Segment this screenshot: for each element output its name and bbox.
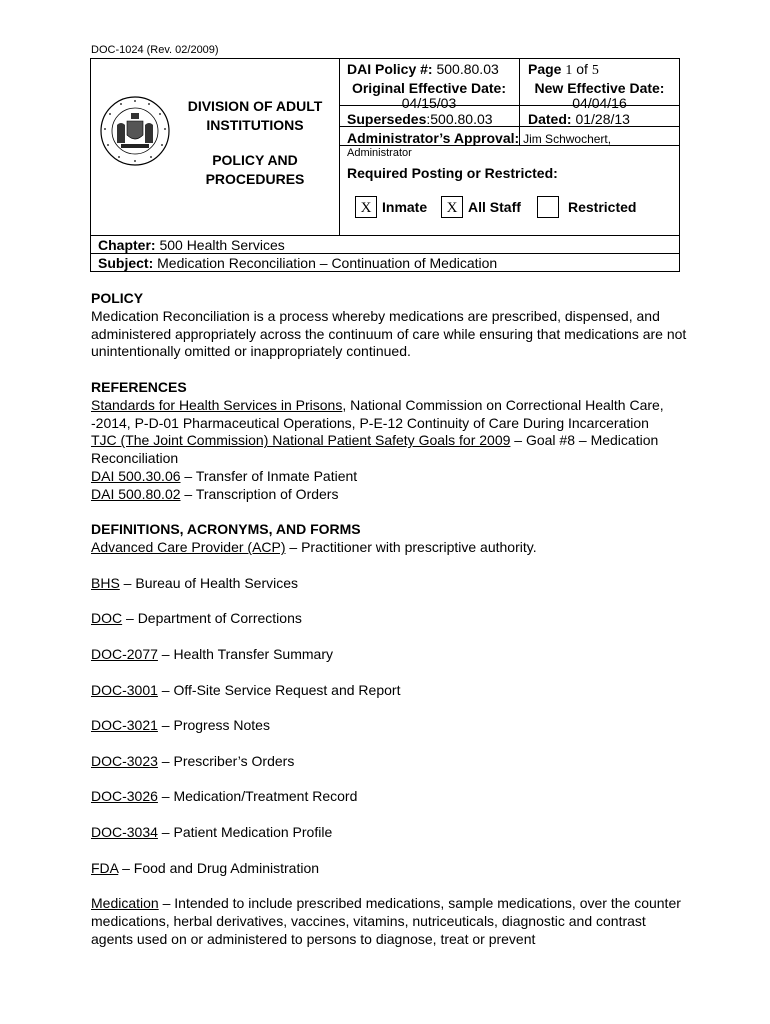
- definition-item: [91, 682, 691, 700]
- page-of: of: [576, 61, 588, 77]
- definition-term: FDA: [91, 859, 119, 876]
- dated-cell: [528, 111, 630, 128]
- reference-link[interactable]: DAI 500.80.02: [91, 485, 181, 502]
- definition-item: [91, 824, 691, 842]
- reference-item: [91, 432, 691, 468]
- restricted-checkbox[interactable]: [537, 196, 559, 218]
- approval-name: Jim Schwochert,: [523, 132, 612, 146]
- reference-item: [91, 468, 691, 486]
- division-title: DIVISION OF ADULT INSTITUTIONS: [187, 98, 323, 133]
- definition-item: [91, 860, 691, 878]
- definitions-heading: DEFINITIONS, ACRONYMS, AND FORMS: [91, 521, 361, 538]
- definition-desc: – Practitioner with prescriptive authority.: [285, 539, 537, 556]
- chapter-value: 500 Health Services: [159, 237, 285, 253]
- definition-item: [91, 895, 691, 948]
- approval-cell: [347, 130, 611, 148]
- approval-title: Administrator: [347, 147, 412, 159]
- all-staff-checkbox-label: All Staff: [468, 199, 521, 215]
- new-effective-label: New Effective Date:: [534, 80, 665, 96]
- approval-label: Administrator’s Approval:: [347, 130, 520, 146]
- definition-item: [91, 753, 691, 771]
- inmate-checkbox[interactable]: X: [355, 196, 377, 218]
- reference-link[interactable]: Standards for Health Services in Prisons: [91, 396, 343, 413]
- definition-term: BHS: [91, 574, 120, 591]
- definition-term: DOC-3021: [91, 717, 158, 734]
- definition-term: DOC-3001: [91, 681, 158, 698]
- reference-text: – Transfer of Inmate Patient: [180, 467, 358, 484]
- posting-label: Required Posting or Restricted:: [347, 165, 558, 181]
- original-effective-label: Original Effective Date:: [351, 80, 507, 96]
- definition-term: DOC-3034: [91, 823, 158, 840]
- subject-row: [98, 255, 497, 272]
- policy-text: Medication Reconciliation is a process whereby medications are prescribed, dispensed, and administered appropriately across the continuum of care while ensuring that medications are not unintentionally omitted or inappropriately continued.: [91, 307, 687, 360]
- definition-term: DOC: [91, 610, 123, 627]
- definition-term: DOC-2077: [91, 645, 158, 662]
- page-number-cell: [528, 61, 599, 79]
- supersedes-value: :500.80.03: [426, 111, 493, 127]
- subject-label: Subject:: [98, 255, 154, 271]
- reference-item: [91, 397, 691, 433]
- definition-item: [91, 610, 691, 628]
- definition-desc: – Medication/Treatment Record: [157, 788, 358, 805]
- policy-number-label: DAI Policy #:: [347, 61, 433, 77]
- policy-header-table: [90, 58, 680, 272]
- definition-desc: – Bureau of Health Services: [119, 574, 299, 591]
- definition-term: Medication: [91, 895, 159, 912]
- chapter-row: [98, 237, 285, 254]
- chapter-label: Chapter:: [98, 237, 156, 253]
- definition-desc: – Food and Drug Administration: [118, 859, 320, 876]
- reference-link[interactable]: DAI 500.30.06: [91, 467, 181, 484]
- definition-desc: – Progress Notes: [157, 717, 270, 734]
- reference-text: – Transcription of Orders: [180, 485, 339, 502]
- definition-term: DOC-3023: [91, 752, 158, 769]
- page-total: 5: [591, 63, 599, 78]
- definition-item: [91, 788, 691, 806]
- restricted-checkbox-label: Restricted: [568, 199, 637, 215]
- definition-desc: – Intended to include prescribed medications, sample medications, over the counter medications, herbal derivatives, vaccines, vitamins, nutriceuticals, diagnostic and contrast agents used on or administered to persons to diagnose, treat or prevent: [91, 895, 681, 947]
- reference-link[interactable]: TJC (The Joint Commission) National Patient Safety Goals for 2009: [91, 432, 511, 449]
- supersedes-cell: [347, 111, 493, 128]
- definition-desc: – Prescriber’s Orders: [157, 752, 295, 769]
- wisconsin-doc-seal-icon: [99, 95, 171, 167]
- new-effective-date: 04/04/16: [572, 95, 627, 111]
- definition-item: [91, 539, 691, 557]
- reference-item: [91, 486, 691, 504]
- policy-heading: POLICY: [91, 290, 144, 306]
- dated-label: Dated:: [528, 111, 572, 127]
- definition-desc: – Patient Medication Profile: [157, 823, 333, 840]
- inmate-checkbox-label: Inmate: [382, 199, 428, 215]
- dated-value: 01/28/13: [575, 111, 630, 127]
- subject-value: Medication Reconciliation – Continuation of Medication: [157, 255, 498, 271]
- page-current: 1: [565, 63, 573, 78]
- definition-desc: – Department of Corrections: [122, 610, 302, 627]
- definition-term: Advanced Care Provider (ACP): [91, 539, 286, 556]
- definition-item: [91, 717, 691, 735]
- definition-item: [91, 575, 691, 593]
- all-staff-checkbox[interactable]: X: [441, 196, 463, 218]
- references-heading: REFERENCES: [91, 378, 187, 395]
- supersedes-label: Supersedes: [347, 111, 427, 127]
- policy-body: [91, 290, 691, 948]
- policy-number-cell: [347, 61, 499, 78]
- reference-text: , National Commission on Correctional Health Care, -2014, P-D-01 Pharmaceutical Operations, P-E-12 Continuity of Care During Incarceration: [91, 396, 664, 431]
- definition-desc: – Off-Site Service Request and Report: [157, 681, 401, 698]
- definition-desc: – Health Transfer Summary: [157, 645, 333, 662]
- definition-item: [91, 646, 691, 664]
- page-label: Page: [528, 61, 562, 77]
- definition-term: DOC-3026: [91, 788, 158, 805]
- form-number: DOC-1024 (Rev. 02/2009): [91, 44, 219, 56]
- policy-number-value: 500.80.03: [436, 61, 499, 77]
- original-effective-date: 04/15/03: [401, 95, 457, 111]
- reference-text: – Goal #8 – Medication Reconciliation: [91, 432, 659, 467]
- policy-procedures-title: POLICY AND PROCEDURES: [205, 152, 305, 187]
